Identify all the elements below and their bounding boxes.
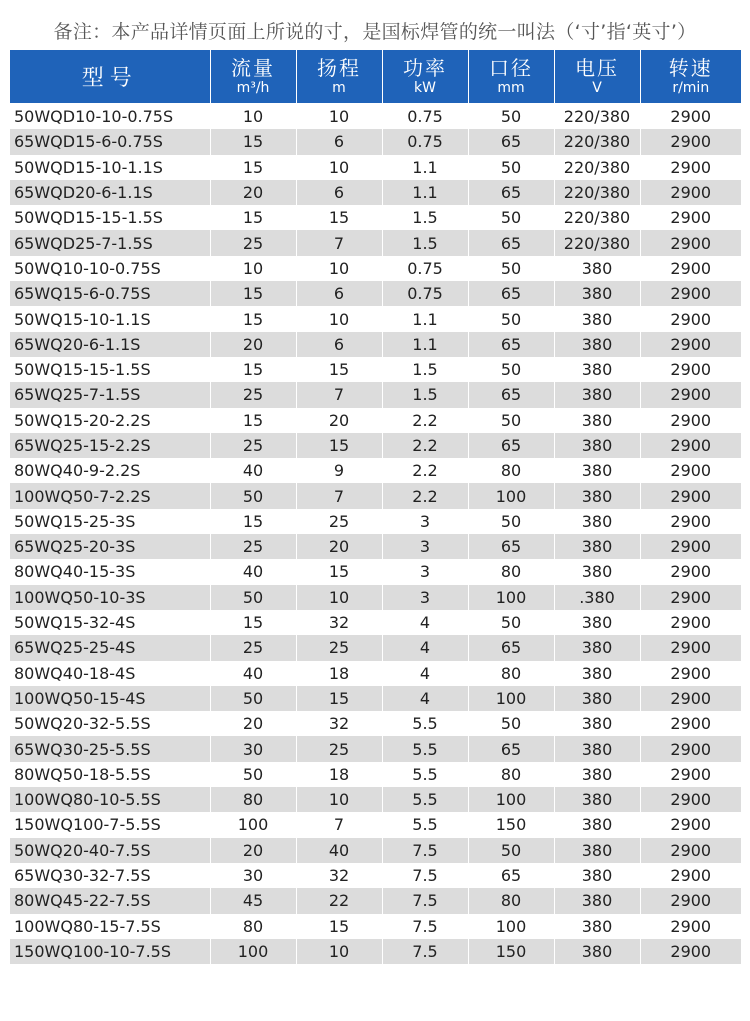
cell-speed: 2900 bbox=[640, 205, 741, 230]
cell-model: 65WQ25-15-2.2S bbox=[10, 433, 210, 458]
cell-caliber: 65 bbox=[468, 736, 554, 761]
col-header-caliber-unit: mm bbox=[497, 80, 525, 96]
table-row bbox=[10, 585, 741, 610]
cell-speed: 2900 bbox=[640, 408, 741, 433]
table-row bbox=[10, 256, 741, 281]
cell-model: 65WQ20-6-1.1S bbox=[10, 332, 210, 357]
cell-speed: 2900 bbox=[640, 888, 741, 913]
cell-head: 7 bbox=[296, 230, 382, 255]
cell-power: 2.2 bbox=[382, 458, 468, 483]
col-header-power-unit: kW bbox=[414, 80, 436, 96]
table-body bbox=[10, 104, 741, 965]
cell-power: 1.5 bbox=[382, 230, 468, 255]
cell-caliber: 65 bbox=[468, 635, 554, 660]
cell-model: 50WQD10-10-0.75S bbox=[10, 104, 210, 130]
cell-power: 0.75 bbox=[382, 129, 468, 154]
cell-model: 100WQ50-15-4S bbox=[10, 686, 210, 711]
table-row bbox=[10, 736, 741, 761]
cell-head: 18 bbox=[296, 762, 382, 787]
table-row bbox=[10, 306, 741, 331]
col-header-head bbox=[296, 50, 382, 104]
cell-head: 6 bbox=[296, 129, 382, 154]
cell-flow: 20 bbox=[210, 180, 296, 205]
cell-speed: 2900 bbox=[640, 382, 741, 407]
cell-voltage: 380 bbox=[554, 458, 640, 483]
cell-flow: 10 bbox=[210, 104, 296, 130]
col-header-caliber bbox=[468, 50, 554, 104]
cell-flow: 15 bbox=[210, 281, 296, 306]
cell-speed: 2900 bbox=[640, 812, 741, 837]
cell-caliber: 50 bbox=[468, 509, 554, 534]
cell-model: 65WQ30-25-5.5S bbox=[10, 736, 210, 761]
cell-model: 50WQ10-10-0.75S bbox=[10, 256, 210, 281]
cell-voltage: 220/380 bbox=[554, 205, 640, 230]
cell-model: 80WQ40-9-2.2S bbox=[10, 458, 210, 483]
cell-voltage: 380 bbox=[554, 306, 640, 331]
cell-voltage: 380 bbox=[554, 534, 640, 559]
cell-speed: 2900 bbox=[640, 838, 741, 863]
cell-voltage: 220/380 bbox=[554, 180, 640, 205]
table-row bbox=[10, 205, 741, 230]
cell-model: 50WQ20-40-7.5S bbox=[10, 838, 210, 863]
cell-flow: 15 bbox=[210, 357, 296, 382]
cell-head: 40 bbox=[296, 838, 382, 863]
cell-head: 15 bbox=[296, 357, 382, 382]
cell-speed: 2900 bbox=[640, 155, 741, 180]
cell-model: 50WQ20-32-5.5S bbox=[10, 711, 210, 736]
table-row bbox=[10, 332, 741, 357]
cell-power: 4 bbox=[382, 686, 468, 711]
cell-voltage: 380 bbox=[554, 711, 640, 736]
cell-model: 50WQD15-10-1.1S bbox=[10, 155, 210, 180]
cell-speed: 2900 bbox=[640, 433, 741, 458]
cell-voltage: 380 bbox=[554, 433, 640, 458]
cell-power: 4 bbox=[382, 661, 468, 686]
col-header-speed bbox=[640, 50, 741, 104]
col-header-model-label: 型号 bbox=[81, 66, 138, 91]
cell-speed: 2900 bbox=[640, 483, 741, 508]
cell-head: 22 bbox=[296, 888, 382, 913]
cell-voltage: 380 bbox=[554, 408, 640, 433]
cell-voltage: .380 bbox=[554, 585, 640, 610]
cell-speed: 2900 bbox=[640, 306, 741, 331]
table-row bbox=[10, 914, 741, 939]
table-row bbox=[10, 787, 741, 812]
cell-head: 15 bbox=[296, 559, 382, 584]
cell-voltage: 220/380 bbox=[554, 104, 640, 130]
table-row bbox=[10, 483, 741, 508]
table-row bbox=[10, 534, 741, 559]
cell-power: 2.2 bbox=[382, 408, 468, 433]
cell-head: 10 bbox=[296, 306, 382, 331]
cell-caliber: 100 bbox=[468, 914, 554, 939]
cell-speed: 2900 bbox=[640, 686, 741, 711]
col-header-voltage-unit: V bbox=[592, 80, 602, 96]
cell-model: 80WQ45-22-7.5S bbox=[10, 888, 210, 913]
cell-flow: 45 bbox=[210, 888, 296, 913]
cell-flow: 40 bbox=[210, 458, 296, 483]
cell-model: 80WQ50-18-5.5S bbox=[10, 762, 210, 787]
cell-caliber: 80 bbox=[468, 559, 554, 584]
cell-power: 1.1 bbox=[382, 332, 468, 357]
cell-flow: 30 bbox=[210, 863, 296, 888]
cell-caliber: 65 bbox=[468, 382, 554, 407]
cell-voltage: 380 bbox=[554, 332, 640, 357]
cell-head: 9 bbox=[296, 458, 382, 483]
cell-speed: 2900 bbox=[640, 762, 741, 787]
cell-model: 150WQ100-7-5.5S bbox=[10, 812, 210, 837]
cell-model: 50WQ15-25-3S bbox=[10, 509, 210, 534]
cell-speed: 2900 bbox=[640, 635, 741, 660]
cell-speed: 2900 bbox=[640, 610, 741, 635]
cell-flow: 30 bbox=[210, 736, 296, 761]
cell-head: 18 bbox=[296, 661, 382, 686]
table-row bbox=[10, 711, 741, 736]
cell-caliber: 65 bbox=[468, 129, 554, 154]
cell-speed: 2900 bbox=[640, 559, 741, 584]
table-row bbox=[10, 458, 741, 483]
cell-power: 7.5 bbox=[382, 838, 468, 863]
cell-head: 10 bbox=[296, 787, 382, 812]
cell-power: 1.5 bbox=[382, 357, 468, 382]
cell-flow: 15 bbox=[210, 306, 296, 331]
cell-flow: 50 bbox=[210, 483, 296, 508]
cell-flow: 100 bbox=[210, 939, 296, 964]
cell-flow: 25 bbox=[210, 382, 296, 407]
cell-power: 1.1 bbox=[382, 306, 468, 331]
cell-model: 80WQ40-18-4S bbox=[10, 661, 210, 686]
cell-head: 15 bbox=[296, 205, 382, 230]
cell-flow: 10 bbox=[210, 256, 296, 281]
cell-caliber: 100 bbox=[468, 787, 554, 812]
table-row bbox=[10, 610, 741, 635]
cell-flow: 20 bbox=[210, 332, 296, 357]
cell-model: 65WQ25-25-4S bbox=[10, 635, 210, 660]
cell-caliber: 80 bbox=[468, 661, 554, 686]
cell-voltage: 380 bbox=[554, 509, 640, 534]
table-row bbox=[10, 180, 741, 205]
cell-power: 1.5 bbox=[382, 205, 468, 230]
cell-voltage: 220/380 bbox=[554, 129, 640, 154]
cell-power: 3 bbox=[382, 559, 468, 584]
cell-speed: 2900 bbox=[640, 585, 741, 610]
cell-caliber: 80 bbox=[468, 458, 554, 483]
cell-caliber: 65 bbox=[468, 281, 554, 306]
cell-head: 32 bbox=[296, 610, 382, 635]
cell-power: 5.5 bbox=[382, 787, 468, 812]
cell-speed: 2900 bbox=[640, 736, 741, 761]
cell-caliber: 65 bbox=[468, 863, 554, 888]
cell-speed: 2900 bbox=[640, 256, 741, 281]
cell-caliber: 65 bbox=[468, 433, 554, 458]
cell-head: 6 bbox=[296, 332, 382, 357]
cell-head: 6 bbox=[296, 281, 382, 306]
cell-model: 150WQ100-10-7.5S bbox=[10, 939, 210, 964]
table-row bbox=[10, 382, 741, 407]
cell-head: 7 bbox=[296, 812, 382, 837]
cell-voltage: 220/380 bbox=[554, 155, 640, 180]
cell-voltage: 380 bbox=[554, 736, 640, 761]
cell-model: 65WQ25-7-1.5S bbox=[10, 382, 210, 407]
cell-power: 2.2 bbox=[382, 433, 468, 458]
cell-speed: 2900 bbox=[640, 534, 741, 559]
cell-head: 20 bbox=[296, 534, 382, 559]
cell-head: 25 bbox=[296, 736, 382, 761]
cell-flow: 15 bbox=[210, 205, 296, 230]
cell-voltage: 380 bbox=[554, 483, 640, 508]
cell-voltage: 380 bbox=[554, 812, 640, 837]
cell-model: 50WQ15-15-1.5S bbox=[10, 357, 210, 382]
cell-speed: 2900 bbox=[640, 711, 741, 736]
cell-power: 7.5 bbox=[382, 863, 468, 888]
cell-power: 1.1 bbox=[382, 180, 468, 205]
cell-model: 100WQ80-10-5.5S bbox=[10, 787, 210, 812]
cell-speed: 2900 bbox=[640, 458, 741, 483]
cell-speed: 2900 bbox=[640, 357, 741, 382]
col-header-flow bbox=[210, 50, 296, 104]
cell-caliber: 50 bbox=[468, 205, 554, 230]
cell-head: 7 bbox=[296, 483, 382, 508]
cell-flow: 25 bbox=[210, 230, 296, 255]
cell-speed: 2900 bbox=[640, 661, 741, 686]
cell-voltage: 380 bbox=[554, 787, 640, 812]
cell-power: 5.5 bbox=[382, 736, 468, 761]
cell-model: 65WQ30-32-7.5S bbox=[10, 863, 210, 888]
cell-power: 0.75 bbox=[382, 281, 468, 306]
cell-model: 50WQ15-32-4S bbox=[10, 610, 210, 635]
cell-caliber: 80 bbox=[468, 888, 554, 913]
table-row bbox=[10, 509, 741, 534]
cell-caliber: 100 bbox=[468, 585, 554, 610]
cell-flow: 40 bbox=[210, 559, 296, 584]
cell-caliber: 100 bbox=[468, 483, 554, 508]
cell-flow: 40 bbox=[210, 661, 296, 686]
cell-flow: 25 bbox=[210, 635, 296, 660]
cell-model: 50WQ15-20-2.2S bbox=[10, 408, 210, 433]
cell-speed: 2900 bbox=[640, 863, 741, 888]
cell-voltage: 380 bbox=[554, 635, 640, 660]
cell-model: 50WQD15-15-1.5S bbox=[10, 205, 210, 230]
cell-voltage: 380 bbox=[554, 914, 640, 939]
cell-model: 100WQ80-15-7.5S bbox=[10, 914, 210, 939]
cell-power: 3 bbox=[382, 534, 468, 559]
cell-voltage: 380 bbox=[554, 281, 640, 306]
col-header-model bbox=[10, 50, 210, 104]
cell-voltage: 380 bbox=[554, 256, 640, 281]
cell-voltage: 380 bbox=[554, 939, 640, 964]
table-row bbox=[10, 408, 741, 433]
cell-model: 80WQ40-15-3S bbox=[10, 559, 210, 584]
cell-head: 7 bbox=[296, 382, 382, 407]
cell-power: 2.2 bbox=[382, 483, 468, 508]
table-row bbox=[10, 762, 741, 787]
cell-power: 5.5 bbox=[382, 711, 468, 736]
cell-voltage: 380 bbox=[554, 838, 640, 863]
cell-head: 10 bbox=[296, 104, 382, 130]
cell-model: 100WQ50-10-3S bbox=[10, 585, 210, 610]
table-row bbox=[10, 888, 741, 913]
cell-model: 50WQ15-10-1.1S bbox=[10, 306, 210, 331]
cell-caliber: 50 bbox=[468, 610, 554, 635]
cell-caliber: 50 bbox=[468, 155, 554, 180]
cell-head: 15 bbox=[296, 914, 382, 939]
cell-model: 65WQD25-7-1.5S bbox=[10, 230, 210, 255]
table-header-row bbox=[10, 50, 741, 104]
cell-flow: 15 bbox=[210, 129, 296, 154]
col-header-voltage-label: 电压 bbox=[575, 56, 619, 80]
cell-voltage: 380 bbox=[554, 559, 640, 584]
cell-caliber: 50 bbox=[468, 408, 554, 433]
cell-flow: 80 bbox=[210, 787, 296, 812]
col-header-power-label: 功率 bbox=[403, 56, 447, 80]
cell-head: 20 bbox=[296, 408, 382, 433]
table-row bbox=[10, 357, 741, 382]
cell-power: 1.5 bbox=[382, 382, 468, 407]
cell-flow: 50 bbox=[210, 762, 296, 787]
table-row bbox=[10, 155, 741, 180]
cell-voltage: 220/380 bbox=[554, 230, 640, 255]
cell-power: 7.5 bbox=[382, 888, 468, 913]
cell-head: 15 bbox=[296, 433, 382, 458]
cell-flow: 15 bbox=[210, 155, 296, 180]
table-row bbox=[10, 635, 741, 660]
cell-caliber: 100 bbox=[468, 686, 554, 711]
cell-caliber: 80 bbox=[468, 762, 554, 787]
cell-speed: 2900 bbox=[640, 129, 741, 154]
cell-caliber: 150 bbox=[468, 939, 554, 964]
table-row bbox=[10, 939, 741, 964]
cell-caliber: 65 bbox=[468, 180, 554, 205]
cell-flow: 80 bbox=[210, 914, 296, 939]
cell-power: 0.75 bbox=[382, 256, 468, 281]
cell-head: 10 bbox=[296, 585, 382, 610]
col-header-voltage bbox=[554, 50, 640, 104]
cell-head: 10 bbox=[296, 256, 382, 281]
cell-power: 0.75 bbox=[382, 104, 468, 130]
cell-speed: 2900 bbox=[640, 787, 741, 812]
cell-voltage: 380 bbox=[554, 686, 640, 711]
cell-head: 15 bbox=[296, 686, 382, 711]
table-row bbox=[10, 863, 741, 888]
col-header-speed-unit: r/min bbox=[672, 80, 710, 96]
cell-speed: 2900 bbox=[640, 939, 741, 964]
cell-speed: 2900 bbox=[640, 281, 741, 306]
cell-voltage: 380 bbox=[554, 610, 640, 635]
cell-speed: 2900 bbox=[640, 509, 741, 534]
col-header-head-label: 扬程 bbox=[317, 56, 361, 80]
cell-caliber: 50 bbox=[468, 357, 554, 382]
table-row bbox=[10, 281, 741, 306]
col-header-speed-label: 转速 bbox=[668, 56, 713, 80]
cell-voltage: 380 bbox=[554, 863, 640, 888]
cell-speed: 2900 bbox=[640, 332, 741, 357]
cell-power: 5.5 bbox=[382, 812, 468, 837]
cell-flow: 20 bbox=[210, 838, 296, 863]
cell-head: 6 bbox=[296, 180, 382, 205]
table-row bbox=[10, 812, 741, 837]
cell-model: 100WQ50-7-2.2S bbox=[10, 483, 210, 508]
cell-flow: 50 bbox=[210, 585, 296, 610]
cell-flow: 50 bbox=[210, 686, 296, 711]
cell-caliber: 50 bbox=[468, 838, 554, 863]
cell-caliber: 65 bbox=[468, 534, 554, 559]
cell-model: 65WQ25-20-3S bbox=[10, 534, 210, 559]
cell-head: 10 bbox=[296, 155, 382, 180]
cell-voltage: 380 bbox=[554, 888, 640, 913]
table-row bbox=[10, 838, 741, 863]
cell-power: 4 bbox=[382, 635, 468, 660]
cell-caliber: 50 bbox=[468, 256, 554, 281]
cell-voltage: 380 bbox=[554, 382, 640, 407]
cell-caliber: 65 bbox=[468, 230, 554, 255]
cell-model: 65WQD20-6-1.1S bbox=[10, 180, 210, 205]
col-header-flow-unit: m³/h bbox=[236, 80, 270, 96]
cell-power: 7.5 bbox=[382, 939, 468, 964]
table-row bbox=[10, 661, 741, 686]
cell-voltage: 380 bbox=[554, 357, 640, 382]
cell-speed: 2900 bbox=[640, 104, 741, 130]
table-row bbox=[10, 433, 741, 458]
cell-flow: 25 bbox=[210, 433, 296, 458]
cell-flow: 15 bbox=[210, 610, 296, 635]
cell-power: 1.1 bbox=[382, 155, 468, 180]
cell-power: 4 bbox=[382, 610, 468, 635]
cell-speed: 2900 bbox=[640, 180, 741, 205]
col-header-flow-label: 流量 bbox=[231, 56, 275, 80]
table-row bbox=[10, 686, 741, 711]
cell-head: 25 bbox=[296, 635, 382, 660]
cell-flow: 20 bbox=[210, 711, 296, 736]
cell-flow: 25 bbox=[210, 534, 296, 559]
cell-power: 7.5 bbox=[382, 914, 468, 939]
cell-flow: 15 bbox=[210, 408, 296, 433]
cell-head: 32 bbox=[296, 711, 382, 736]
cell-power: 5.5 bbox=[382, 762, 468, 787]
cell-power: 3 bbox=[382, 509, 468, 534]
cell-head: 10 bbox=[296, 939, 382, 964]
col-header-head-unit: m bbox=[332, 80, 346, 96]
cell-caliber: 50 bbox=[468, 306, 554, 331]
cell-power: 3 bbox=[382, 585, 468, 610]
cell-speed: 2900 bbox=[640, 230, 741, 255]
cell-caliber: 150 bbox=[468, 812, 554, 837]
col-header-caliber-label: 口径 bbox=[489, 56, 533, 80]
cell-model: 65WQ15-6-0.75S bbox=[10, 281, 210, 306]
col-header-power bbox=[382, 50, 468, 104]
cell-flow: 100 bbox=[210, 812, 296, 837]
table-row bbox=[10, 104, 741, 130]
cell-caliber: 50 bbox=[468, 711, 554, 736]
cell-speed: 2900 bbox=[640, 914, 741, 939]
cell-flow: 15 bbox=[210, 509, 296, 534]
table-row bbox=[10, 559, 741, 584]
cell-head: 25 bbox=[296, 509, 382, 534]
cell-voltage: 380 bbox=[554, 762, 640, 787]
table-row bbox=[10, 230, 741, 255]
remark-note: 备注：本产品详情页面上所说的寸，是国标焊管的统一叫法（‘寸’指‘英寸’） bbox=[53, 21, 697, 43]
cell-caliber: 50 bbox=[468, 104, 554, 130]
cell-caliber: 65 bbox=[468, 332, 554, 357]
table-row bbox=[10, 129, 741, 154]
cell-head: 32 bbox=[296, 863, 382, 888]
pump-spec-table bbox=[10, 50, 741, 964]
cell-voltage: 380 bbox=[554, 661, 640, 686]
cell-model: 65WQD15-6-0.75S bbox=[10, 129, 210, 154]
